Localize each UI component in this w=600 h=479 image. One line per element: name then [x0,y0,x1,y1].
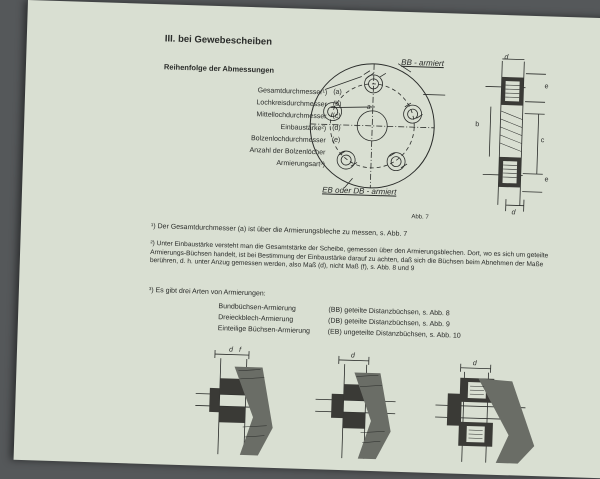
document-page [14,0,600,479]
fig8-label-f: f [239,346,241,355]
footnote-3: ³) Es gibt drei Arten von Armierungen: [149,286,266,299]
label-bb-armiert: BB - armiert [401,58,444,68]
armierung-name-eb: Einteilige Büchsen-Armierung [218,324,310,336]
dim-label-count: Anzahl der Bolzenlöcher [205,145,325,158]
armierung-code-eb: (EB) ungeteilte Distanzbüchsen, s. Abb. 10 [328,328,461,341]
figure-10-drawing [434,363,537,464]
label-eb-db-armiert: EB oder DB - armiert [322,185,396,196]
armierung-code-bb: (BB) geteilte Distanzbüchsen, s. Abb. 8 [328,306,450,319]
dim-label-b: Lochkreisdurchmesser [207,97,327,110]
dim-key-a: (a) [333,89,342,96]
footnote-1: ¹) Der Gesamtdurchmesser (a) ist über die Armierungsbleche zu messen, s. Abb. 7 [151,222,408,239]
label-b: b [475,120,479,129]
dim-key-d: (d) [332,125,341,132]
label-d-bottom: d [511,208,515,217]
fig10-label-d: d [473,359,477,368]
dim-label-d: Einbaustärke²) [206,121,326,134]
dim-label-c: Mittellochdurchmesser [206,109,326,122]
dim-key-c: (c) [332,113,340,120]
bottom-figures [14,0,600,479]
armierung-name-db: Dreieckblech-Armierung [218,313,293,324]
letter-a: a [367,103,371,112]
dim-key-b: (b) [333,101,342,108]
armierung-name-bb: Bundbüchsen-Armierung [218,302,296,313]
armierung-code-db: (DB) geteilte Distanzbüchsen, s. Abb. 9 [328,317,450,330]
dim-label-a: Gesamtdurchmesser¹) [207,85,327,98]
label-d-top: d [504,53,508,62]
label-e-bottom: e [544,175,548,184]
footnote-2: ²) Unter Einbaustärke versteht man die Gesamtstärke der Scheibe, gemessen über den Armierungsblechen. Dort, wo es sich um geteilte Armierungs-Büchsen handelt, ist bei Bestimmung der Einbaustärke darauf zu achten, daß sich die Büchsen beim Abnehmen der Maße berühren, d. h. unter Anzug gemessen werden, also Maß (d), nicht Maß (f), s. Abb. 8 und 9 [150,240,565,278]
dim-label-e: Bolzenlochdurchmesser [206,133,326,146]
dim-label-armierung: Armierungsart³) [205,157,325,170]
dim-key-e: (e) [332,137,341,144]
figure-9-drawing [314,355,397,459]
fig9-label-d: d [351,351,355,360]
label-c: c [541,136,545,145]
fig8-label-d: d [229,345,233,354]
figure-8-drawing [194,349,275,455]
section-heading: III. bei Gewebescheiben [165,34,272,46]
subheading: Reihenfolge der Abmessungen [164,62,274,74]
figure-7-caption: Abb. 7 [411,213,429,223]
label-e-top: e [544,82,548,91]
